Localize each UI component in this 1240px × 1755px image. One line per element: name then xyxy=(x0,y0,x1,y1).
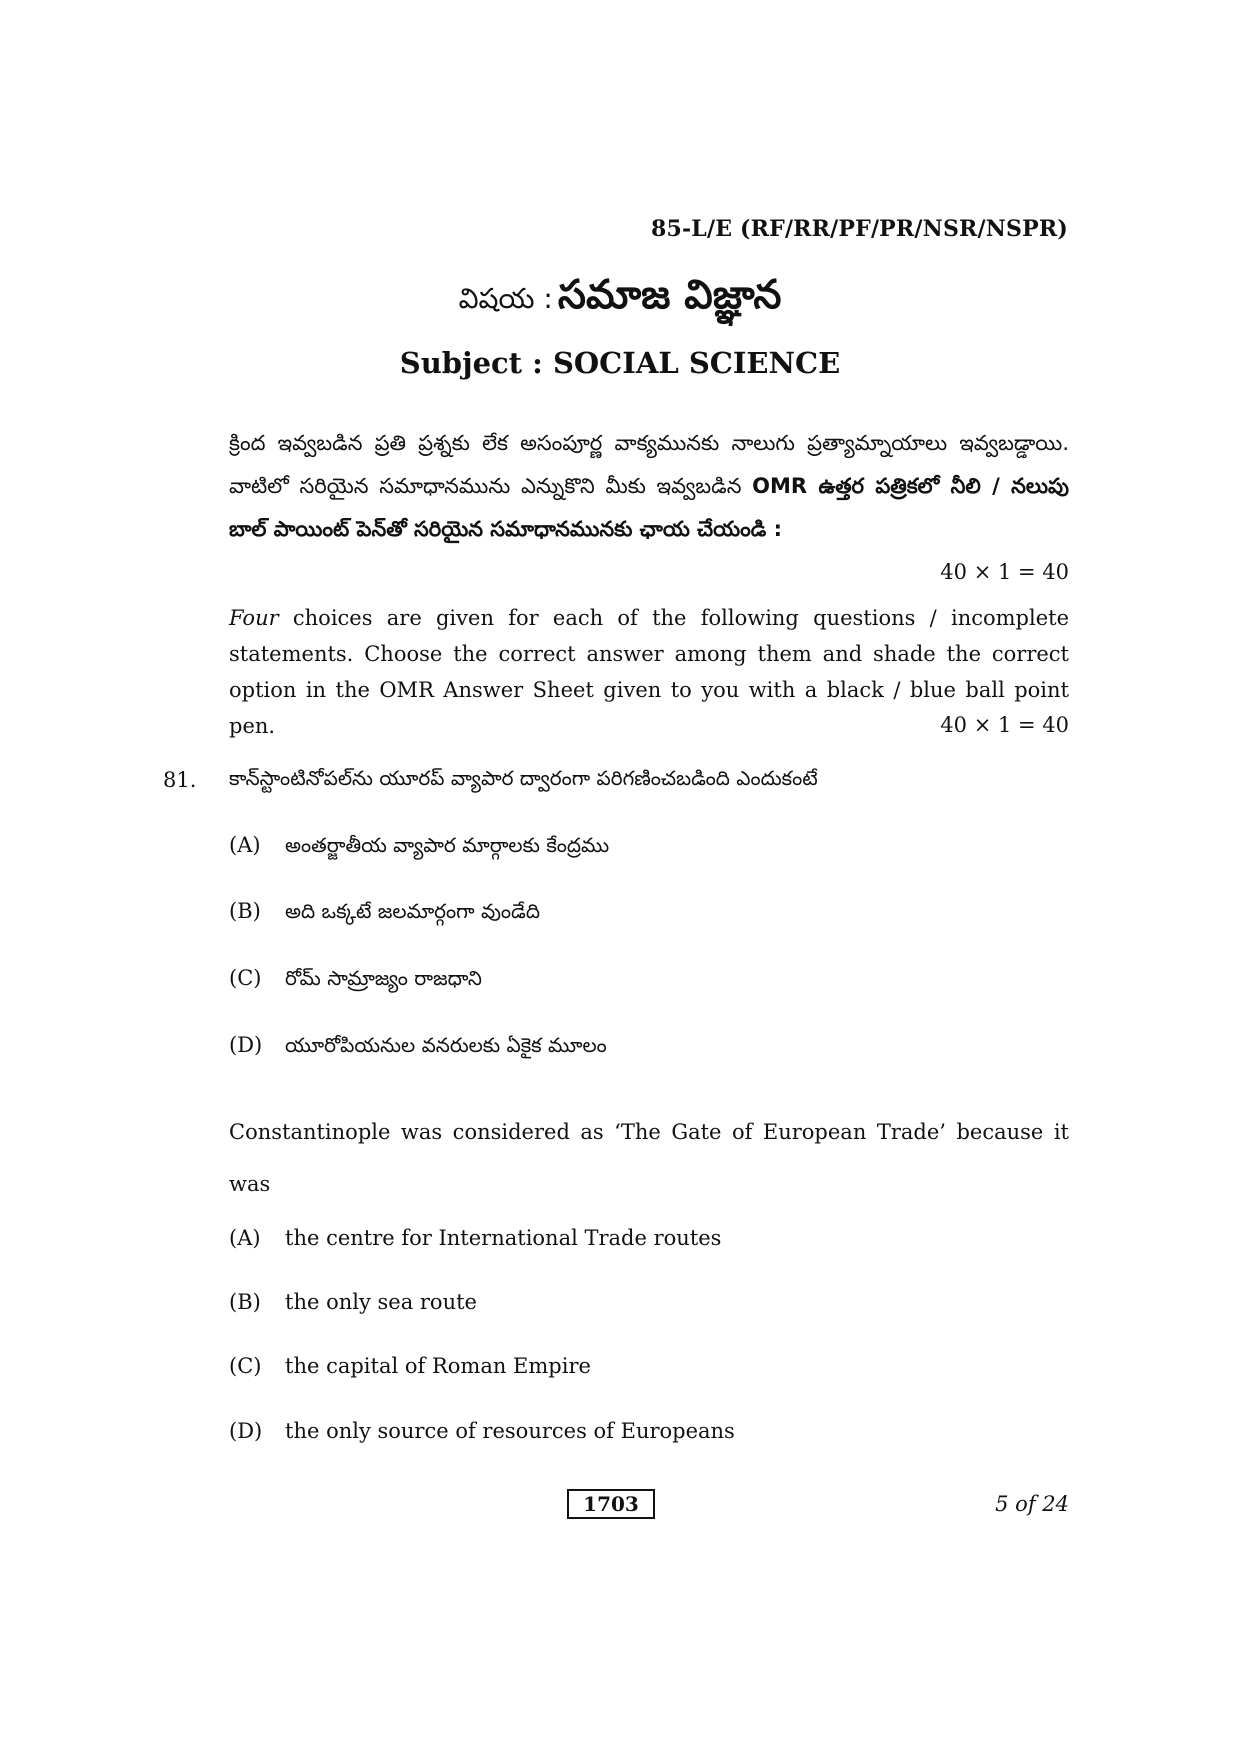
option-text: the centre for International Trade routes xyxy=(285,1226,722,1250)
question-text-telugu: కాన్‌స్టాంటినోపల్‌ను యూరప్ వ్యాపార ద్వారంగా పరిగణించబడింది ఎందుకంటే xyxy=(229,766,818,790)
omr-label: OMR xyxy=(752,474,808,498)
page-number: 5 of 24 xyxy=(995,1492,1069,1516)
option-letter: (A) xyxy=(229,833,261,857)
instructions-telugu xyxy=(229,422,1069,551)
option-text: అంతర్జాతీయ వ్యాపార మార్గాలకు కేంద్రము xyxy=(285,833,610,857)
option-letter: (D) xyxy=(229,1419,263,1443)
option-en-d[interactable] xyxy=(229,1419,735,1443)
instructions-english-text: choices are given for each of the following questions / incomplete statements. Choose the correct answer among them and shade the correct option in the OMR Answer Sheet given to you with a black / blue ball point pen. xyxy=(229,606,1069,738)
option-letter: (C) xyxy=(229,1354,262,1378)
marks-telugu: 40 × 1 = 40 xyxy=(940,560,1069,584)
option-text: the capital of Roman Empire xyxy=(285,1354,591,1378)
option-en-a[interactable] xyxy=(229,1226,721,1250)
option-en-b[interactable] xyxy=(229,1290,477,1314)
instructions-telugu-part3: పత్రికలో నీలి / నలుపు బాల్ పాయింట్ పెన్‌తో సరియైన సమాధానమునకు ఛాయ చేయండి : xyxy=(229,474,1069,541)
option-te-a[interactable] xyxy=(229,833,609,862)
option-letter: (D) xyxy=(229,1033,263,1057)
marks-english: 40 × 1 = 40 xyxy=(940,713,1069,737)
option-letter: (B) xyxy=(229,1290,261,1314)
booklet-code-box: 1703 xyxy=(567,1489,655,1519)
option-te-d[interactable] xyxy=(229,1033,607,1062)
option-text: యూరోపియనుల వనరులకు ఏకైక మూలం xyxy=(285,1033,607,1057)
option-text: అది ఒక్కటే జలమార్గంగా వుండేది xyxy=(285,899,540,923)
question-number: 81. xyxy=(163,768,197,792)
option-letter: (A) xyxy=(229,1226,261,1250)
option-text: the only source of resources of Europeans xyxy=(285,1419,735,1443)
subject-telugu-label: విషయ : xyxy=(458,282,553,315)
option-letter: (C) xyxy=(229,966,262,990)
subject-telugu-heading xyxy=(0,272,1240,328)
option-letter: (B) xyxy=(229,899,261,923)
option-en-c[interactable] xyxy=(229,1354,591,1378)
instructions-telugu-part1: క్రింద ఇవ్వబడిన ప్రతి ప్రశ్నకు లేక అసంపూర్ణ వాక్యమునకు నాలుగు ప్రత్యామ్నాయాలు ఇవ్వబడ్డాయి. వాటిలో సరియైన సమాధానమును ఎన్నుకొని మీకు ఇవ్వబడిన xyxy=(229,431,1069,498)
paper-code: 85-L/E (RF/RR/PF/PR/NSR/NSPR) xyxy=(650,216,1068,242)
subject-telugu-value: సమాజ విజ్ఞాన xyxy=(557,272,782,318)
option-te-c[interactable] xyxy=(229,966,482,995)
question-text-english: Constantinople was considered as ‘The Gate of European Trade’ because it was xyxy=(229,1120,1069,1196)
subject-english-heading: Subject : SOCIAL SCIENCE xyxy=(399,346,841,380)
option-text: రోమ్ సామ్రాజ్యం రాజధాని xyxy=(285,966,482,990)
instructions-telugu-part2: ఉత్తర xyxy=(807,474,876,498)
option-text: the only sea route xyxy=(285,1290,477,1314)
instructions-english-italic: Four xyxy=(229,606,279,630)
option-te-b[interactable] xyxy=(229,899,540,928)
